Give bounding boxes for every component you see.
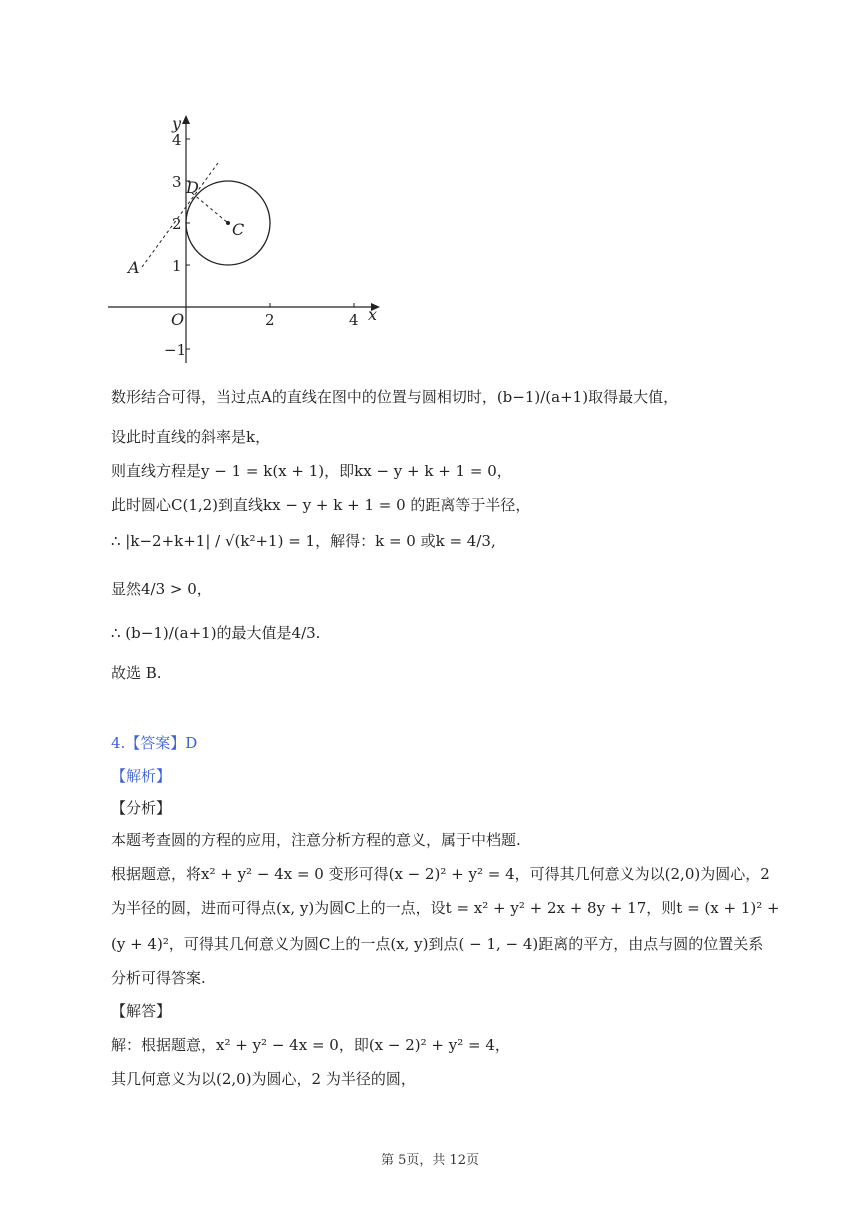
x-tick-label: 4 (349, 311, 359, 329)
text-line: (y + 4)²，可得其几何意义为圆C上的一点(x, y)到点( − 1, − 4)距离的平方，由点与圆的位置关系 (111, 935, 764, 953)
coordinate-figure (100, 105, 400, 375)
page-footer: 第 5页，共 12页 (380, 1153, 480, 1168)
y-tick-label: 2 (172, 215, 182, 233)
text-line: 解：根据题意，x² + y² − 4x = 0，即(x − 2)² + y² = 4， (111, 1036, 510, 1054)
y-tick-label: 4 (172, 131, 182, 149)
point-c-label: C (232, 220, 245, 239)
text-line: 设此时直线的斜率是k， (111, 428, 271, 446)
point-d-label: D (186, 178, 199, 197)
text-line: 显然4/3 > 0， (111, 580, 212, 598)
text-line: 故选 B. (111, 664, 162, 682)
section-heading: 【解答】 (111, 1002, 172, 1020)
text-line: 其几何意义为以(2,0)为圆心，2 为半径的圆， (111, 1070, 416, 1088)
text-line: 根据题意，将x² + y² − 4x = 0 变形可得(x − 2)² + y² = 4，可得其几何意义为以(2,0)为圆心，2 (111, 865, 770, 883)
radius-line (192, 193, 228, 223)
text-line: 为半径的圆，进而可得点(x, y)为圆C上的一点，设t = x² + y² + 2x + 8y + 17，则t = (x + 1)² + (111, 899, 780, 917)
analysis-heading: 【解析】 (111, 767, 172, 785)
text-line: ∴ |k−2+k+1| / √(k²+1) = 1，解得：k = 0 或k = 4/3, (111, 532, 496, 550)
section-heading: 【分析】 (111, 799, 172, 817)
y-axis-label: y (172, 114, 182, 133)
text-line: 本题考查圆的方程的应用，注意分析方程的意义，属于中档题. (111, 831, 521, 849)
y-tick-label: −1 (164, 341, 187, 359)
x-axis-label: x (368, 305, 378, 324)
text-line: 此时圆心C(1,2)到直线kx − y + k + 1 = 0 的距离等于半径， (111, 496, 531, 514)
origin-label: O (171, 310, 185, 329)
text-line: 数形结合可得，当过点A的直线在图中的位置与圆相切时，(b−1)/(a+1)取得最大值， (111, 388, 679, 406)
text-line: 分析可得答案. (111, 969, 206, 987)
text-line: ∴ (b−1)/(a+1)的最大值是4/3. (111, 624, 321, 642)
answer-heading: 4.【答案】D (111, 734, 198, 752)
text-line: 则直线方程是y − 1 = k(x + 1)，即kx − y + k + 1 = 0， (111, 462, 512, 480)
y-tick-label: 3 (172, 173, 182, 191)
x-tick-label: 2 (265, 311, 275, 329)
point-a-label: A (128, 258, 140, 277)
y-tick-label: 1 (172, 257, 182, 275)
y-axis-arrow-icon (182, 115, 190, 124)
